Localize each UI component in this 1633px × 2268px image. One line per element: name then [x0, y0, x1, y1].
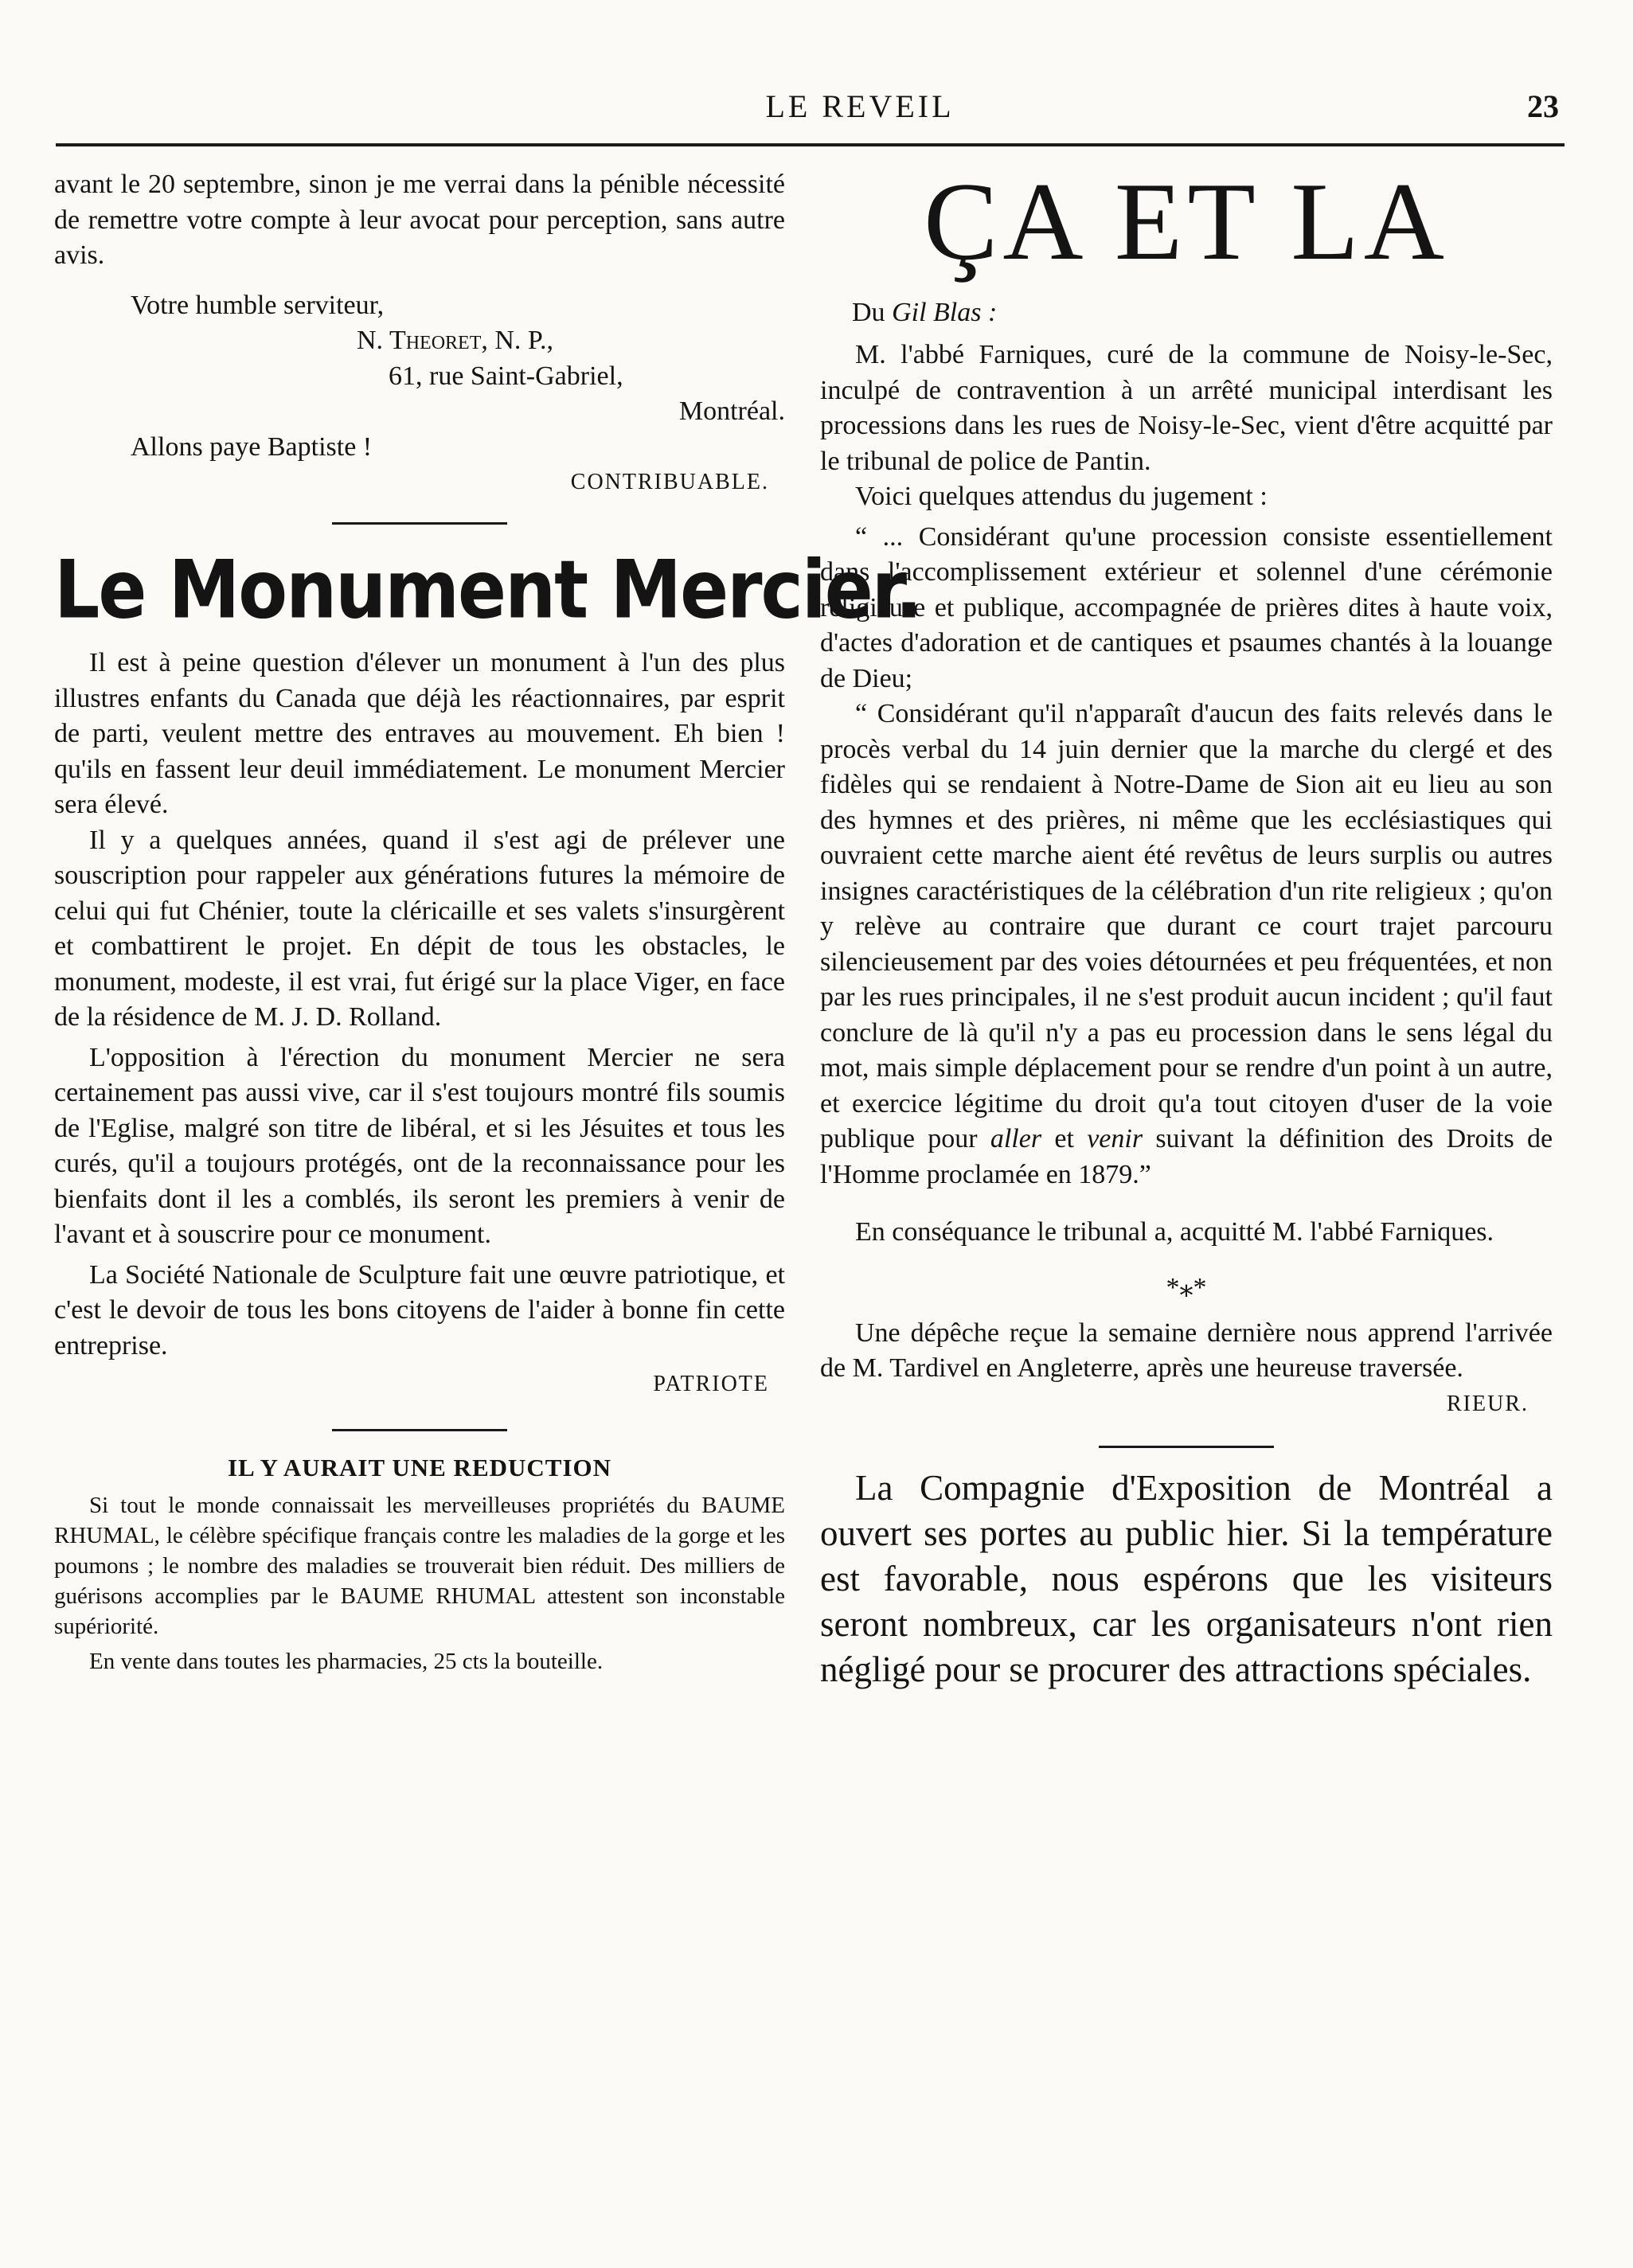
journal-title: LE REVEIL — [765, 88, 955, 124]
source-name: Gil Blas : — [892, 298, 998, 327]
right-column — [820, 160, 1553, 1692]
monument-title: Le Monument Mercier. — [54, 543, 921, 638]
considerant-1: “ ... Considérant qu'une procession consiste essentiellement dans l'accomplissement extérieur et solennel d'une cérémonie religieuse et publique, accompagnée de prières dites à haute voix, d'actes d'adoration et de cantiques et psaumes chantés à la louange de Dieu; — [820, 521, 1553, 693]
letter-address: 61, rue Saint-Gabriel, — [389, 361, 623, 391]
page-number: 23 — [1527, 88, 1559, 124]
section-divider — [1099, 1446, 1274, 1448]
letter-signer: N. Theoret, N. P., — [357, 326, 554, 355]
italic-aller: aller — [990, 1124, 1042, 1154]
attendus-line: Voici quelques attendus du jugement : — [855, 482, 1268, 511]
monument-paragraph-4: La Société Nationale de Sculpture fait une œuvre patriotique, et c'est le devoir de tous les bons citoyens de l'aider à bonne fin cette entreprise. — [54, 1259, 785, 1360]
conclusion-paragraph: En conséquance le tribunal a, acquitté M. l'abbé Farniques. — [855, 1217, 1494, 1247]
section-divider — [332, 1429, 507, 1431]
italic-venir: venir — [1087, 1124, 1143, 1154]
monument-paragraph-2: Il y a quelques années, quand il s'est agi de prélever une souscription pour rappeler aux générations futures la mémoire de celui qui fut Chénier, toute la cléricaille et ses valets s'insurgèrent et combattirent le projet. En dépit de tous les obstacles, le monument, modeste, il est vrai, fut érigé sur la place Viger, en face de la résidence de M. J. D. Rolland. — [54, 825, 785, 1032]
source-line — [852, 293, 1553, 333]
ad-text: Si tout le monde connaissait les merveilleuses propriétés du BAUME RHUMAL, le célèbre spécifique français contre les maladies de la gorge et les poumons ; le nombre des maladies se trouverait bien réduit. Des milliers de guérisons accomplies par le BAUME RHUMAL attestent son inconstable supériorité. — [54, 1493, 785, 1639]
considerant-2 — [820, 697, 1553, 1193]
monument-paragraph-3: L'opposition à l'érection du monument Mercier ne sera certainement pas aussi vive, car il s'est toujours montré fils soumis de l'Eglise, malgré son titre de libéral, et si les Jésuites et tous les curés, qu'il a toujours protégés, ont de la reconnaissance pour les bienfaits dont il les a comblés, ils seront les premiers à venir de l'avant et à souscrire pour ce monument. — [54, 1042, 785, 1249]
page-header — [56, 88, 1569, 135]
section-divider — [332, 522, 507, 525]
ad-sale-line: En vente dans toutes les pharmacies, 25 cts la bouteille. — [89, 1649, 604, 1674]
monument-paragraph-1: Il est à peine question d'élever un monument à l'un des plus illustres enfants du Canada que déjà les réactionnaires, par esprit de parti, veulent mettre des entraves au mouvement. Eh bien ! qu'ils en fassent leur deuil immédiatement. Le monument Mercier sera élevé. — [54, 648, 785, 819]
header-rule — [56, 143, 1565, 146]
ca-et-la-title: ÇA ET LA — [924, 160, 1449, 283]
letter-ending: avant le 20 septembre, sinon je me verrai dans la pénible nécessité de remettre votre compte à leur avocat pour perception, sans autre avis. — [54, 170, 785, 270]
asterism: *⁎* — [1166, 1272, 1207, 1302]
ad-heading: IL Y AURAIT UNE REDUCTION — [227, 1454, 612, 1481]
left-column — [54, 167, 921, 1677]
exposition-paragraph: La Compagnie d'Exposition de Montréal a ouvert ses portes au public hier. Si la température est favorable, nous espérons que les visiteurs seront nombreux, car les organisateurs n'ont rien négligé pour se procurer des attractions spéciales. — [820, 1467, 1553, 1689]
considerant-2-text: “ Considérant qu'il n'apparaît d'aucun des faits relevés dans le procès verbal du 14 juin dernier que la marche du clergé et des fidèles qui se rendaient à Notre-Dame de Sion ait eu lieu au son des hymnes et des prières, ni même que les ecclésiastiques qui ouvraient cette marche aient été revêtus de leurs surplis ou autres insignes caractéristiques de la célébration d'un rite religieux ; qu'on y relève au contraire que durant ce court trajet parcouru silencieusement par des voies détournées et peu fréquentées, et non par les rues principales, il ne s'est produit aucun incident ; qu'il faut conclure de là qu'il n'y a pas eu procession dans le sens légal du mot, mais simple déplacement pour se rendre d'un point à un autre, et exercice légitime du droit qu'a tout citoyen d'user de la voie publique pour — [820, 699, 1553, 1154]
letter-city: Montréal. — [678, 396, 785, 426]
rieur-signature: RIEUR. — [1447, 1391, 1529, 1416]
patriote-signature: PATRIOTE — [653, 1372, 769, 1396]
considerant-2-end: suivant la définition des Droits de l'Homme proclamée en 1879.” — [820, 1124, 1553, 1189]
source-prefix: Du — [852, 298, 885, 327]
contributor-signature: CONTRIBUABLE. — [570, 470, 769, 494]
word-et: et — [1054, 1124, 1074, 1154]
abbe-paragraph: M. l'abbé Farniques, curé de la commune de Noisy-le-Sec, inculpé de contravention à un arrêté municipal interdisant les processions dans les rues de Noisy-le-Sec, vient d'être acquitté par le tribunal de police de Pantin. — [820, 340, 1553, 476]
letter-exclamation: Allons paye Baptiste ! — [131, 431, 373, 462]
depeche-paragraph: Une dépêche reçue la semaine dernière nous apprend l'arrivée de M. Tardivel en Angleterre, après une heureuse traversée. — [820, 1317, 1553, 1383]
letter-closing: Votre humble serviteur, — [131, 290, 385, 320]
